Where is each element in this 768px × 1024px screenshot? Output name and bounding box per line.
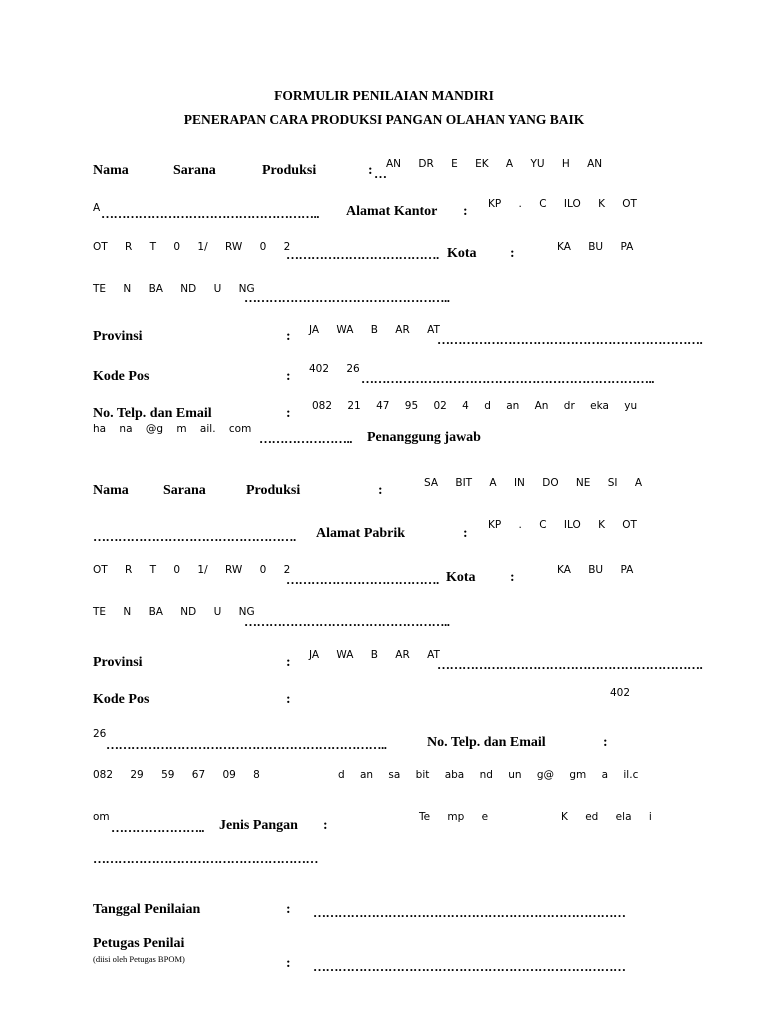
colon: : [286, 655, 291, 670]
dotted-line: …………………………………………….. [101, 206, 319, 221]
label-provinsi-1: Provinsi [93, 329, 143, 344]
kota-value-2: KA BU PA [557, 564, 634, 576]
alamat-kantor-cont: OT R T 0 1/ RW 0 2 [93, 241, 291, 253]
kode-pos-cont-2: 26 [93, 728, 107, 740]
dotted-line: ………………………………………………………. [437, 657, 703, 672]
label-alamat-kantor: Alamat Kantor [346, 204, 438, 219]
kode-pos-value-2: 402 [610, 687, 631, 699]
label-tanggal-penilaian: Tanggal Penilaian [93, 902, 201, 917]
jenis-pangan-value-1: Te mp e [419, 811, 489, 823]
label-sarana-2: Sarana [163, 483, 206, 498]
label-sarana-1: Sarana [173, 163, 216, 178]
label-kode-pos-1: Kode Pos [93, 369, 150, 384]
label-provinsi-2: Provinsi [93, 655, 143, 670]
label-produksi-2: Produksi [246, 483, 301, 498]
kota-value-1: KA BU PA [557, 241, 634, 253]
dotted-line: …………………………………………………………….. [361, 371, 654, 386]
dotted-line: ………………………………………………………….. [106, 737, 387, 752]
form-subtitle: PENERAPAN CARA PRODUKSI PANGAN OLAHAN YANG BAIK [183, 112, 585, 127]
colon: : [286, 406, 291, 421]
colon: : [510, 246, 515, 261]
colon: : [603, 735, 608, 750]
tanggal-penilaian-field[interactable]: ………………………………………………………………… [313, 905, 626, 920]
colon: : [286, 902, 291, 917]
label-kota-2: Kota [446, 570, 476, 585]
petugas-penilai-field[interactable]: ………………………………………………………………… [313, 959, 626, 974]
telp-value-1: 082 21 47 95 02 4 d an An dr eka yu [312, 400, 638, 412]
dotted-line: ……………………………………………… [93, 851, 318, 866]
form-title: FORMULIR PENILAIAN MANDIRI [274, 88, 494, 103]
email-cont-1: ha na @g m ail. com [93, 423, 252, 435]
alamat-kantor-value: KP . C ILO K OT [488, 198, 637, 210]
colon: : [368, 163, 373, 178]
dotted-line: …………………………………………. [93, 529, 296, 544]
dotted-line: ………………………………. [286, 572, 439, 587]
dotted-line: ………………………………………………………. [437, 332, 703, 347]
nama-sarana-value-1: AN DR E EK A YU H AN [386, 158, 603, 170]
kode-pos-value-1: 402 26 [309, 363, 360, 375]
provinsi-value-2: JA WA B AR AT [309, 649, 440, 661]
dotted-line: ………………………………………….. [244, 614, 450, 629]
label-petugas-penilai: Petugas Penilai [93, 936, 185, 951]
label-kode-pos-2: Kode Pos [93, 692, 150, 707]
colon: : [510, 570, 515, 585]
kota-cont-2: TE N BA ND U NG [93, 606, 255, 618]
label-nama-2: Nama [93, 483, 129, 498]
label-penanggung-jawab: Penanggung jawab [367, 430, 481, 445]
label-jenis-pangan: Jenis Pangan [219, 818, 298, 833]
kota-cont-1: TE N BA ND U NG [93, 283, 255, 295]
colon: : [463, 204, 468, 219]
colon: : [286, 369, 291, 384]
label-alamat-pabrik: Alamat Pabrik [316, 526, 406, 541]
nama-sarana-cont-1: A [93, 202, 101, 214]
colon: : [378, 483, 383, 498]
alamat-pabrik-cont: OT R T 0 1/ RW 0 2 [93, 564, 291, 576]
dotted-line: ………………….. [111, 820, 204, 835]
alamat-pabrik-value: KP . C ILO K OT [488, 519, 637, 531]
colon: : [463, 526, 468, 541]
label-nama-1: Nama [93, 163, 129, 178]
label-produksi-1: Produksi [262, 163, 317, 178]
colon: : [323, 818, 328, 833]
nama-sarana-value-2: SA BIT A IN DO NE SI A [424, 477, 643, 489]
label-kota-1: Kota [447, 246, 477, 261]
email-cont-2: om [93, 811, 110, 823]
provinsi-value-1: JA WA B AR AT [309, 324, 440, 336]
colon: : [286, 329, 291, 344]
dotted-line: … [374, 166, 387, 181]
dotted-line: ………………………………………….. [244, 290, 450, 305]
telp-value-2: 082 29 59 67 09 8 [93, 769, 260, 781]
email-value-2: d an sa bit aba nd un g@ gm a il.c [338, 769, 639, 781]
dotted-line: ………………………………. [286, 247, 439, 262]
label-telp-2: No. Telp. dan Email [427, 735, 546, 750]
petugas-note: (diisi oleh Petugas BPOM) [93, 954, 185, 964]
colon: : [286, 692, 291, 707]
dotted-line: ………………….. [259, 431, 352, 446]
label-telp-1: No. Telp. dan Email [93, 406, 212, 421]
jenis-pangan-value-2: K ed ela i [561, 811, 652, 823]
colon: : [286, 956, 291, 971]
